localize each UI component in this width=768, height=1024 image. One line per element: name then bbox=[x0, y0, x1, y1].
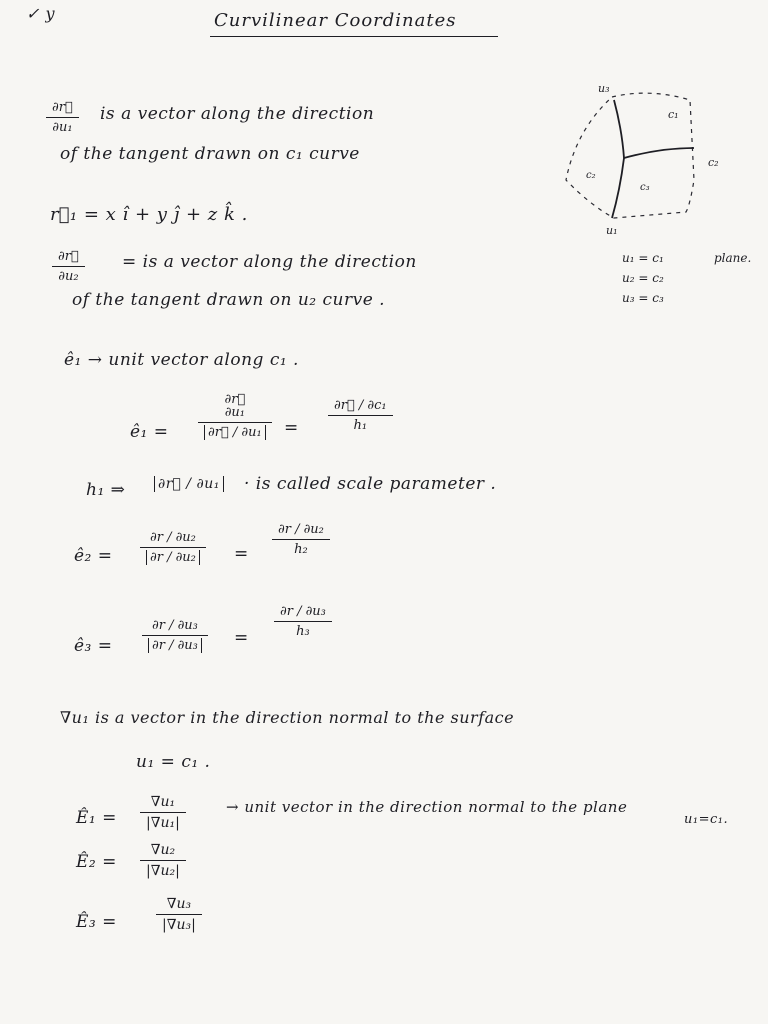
e1-lhs: ê₁ = bbox=[130, 422, 169, 442]
e3-lhs: ê₃ = bbox=[74, 636, 113, 656]
h1-lhs: h₁ ⇒ bbox=[86, 480, 126, 500]
scale-parameter-text: · is called scale parameter . bbox=[244, 474, 497, 494]
tangent-u2-description: = is a vector along the direction bbox=[122, 252, 417, 272]
e3-main-fraction: ∂r / ∂u₃ ∂r / ∂u₃ bbox=[142, 618, 208, 653]
page-title: Curvilinear Coordinates bbox=[214, 10, 457, 31]
unit-vector-definition: ê₁ → unit vector along c₁ . bbox=[64, 350, 299, 370]
label-c3-inner: c₃ bbox=[640, 182, 650, 193]
title-underline bbox=[210, 36, 498, 37]
e1-right-fraction: ∂r⃗ / ∂c₁ h₁ bbox=[328, 398, 393, 433]
plane-label: plane. bbox=[714, 251, 752, 265]
e1-abs-value: ∂r⃗ / ∂u₁ bbox=[204, 425, 266, 440]
label-c2-left: c₂ bbox=[586, 170, 596, 181]
u3-curve bbox=[612, 100, 624, 218]
label-u3: u₃ bbox=[598, 82, 610, 95]
condition-u1-c1: u₁ = c₁ bbox=[622, 251, 664, 265]
dr-du2-fraction: ∂r⃗ ∂u₂ bbox=[52, 249, 85, 284]
E1-description: → unit vector in the direction normal to the plane bbox=[226, 798, 628, 816]
corner-mark: ✓ y bbox=[26, 4, 56, 23]
tangent-u1-description: is a vector along the direction bbox=[100, 104, 375, 124]
e2-lhs: ê₂ = bbox=[74, 546, 113, 566]
e3-right-fraction: ∂r / ∂u₃ h₃ bbox=[274, 604, 332, 639]
position-vector-equation: r⃗₁ = x î + y ĵ + z k̂ . bbox=[50, 204, 248, 225]
e1-main-fraction: ∂r⃗ ∂u₁ ∂r⃗ / ∂u₁ bbox=[198, 392, 272, 440]
e3-equals: = bbox=[234, 628, 249, 648]
E3-fraction: ∇u₃ |∇u₃| bbox=[156, 896, 202, 933]
E1-fraction: ∇u₁ |∇u₁| bbox=[140, 794, 186, 831]
label-c1: c₁ bbox=[668, 108, 679, 121]
E1-lhs: Ê₁ = bbox=[76, 808, 117, 828]
gradient-normal-description: ∇u₁ is a vector in the direction normal to the surface bbox=[60, 708, 515, 727]
h1-abs-value: ∂r⃗ / ∂u₁ bbox=[154, 476, 224, 492]
plane-condition: u₁=c₁. bbox=[684, 812, 729, 827]
E2-fraction: ∇u₂ |∇u₂| bbox=[140, 842, 186, 879]
label-c2-right: c₂ bbox=[708, 156, 719, 169]
surface-condition: u₁ = c₁ . bbox=[136, 752, 211, 772]
e1-equals: = bbox=[284, 418, 299, 438]
condition-u2-c2: u₂ = c₂ bbox=[622, 271, 664, 285]
e2-equals: = bbox=[234, 544, 249, 564]
surface-outline bbox=[566, 93, 694, 218]
E3-lhs: Ê₃ = bbox=[76, 912, 117, 932]
dr-du1-fraction: ∂r⃗ ∂u₁ bbox=[46, 100, 79, 135]
e2-right-fraction: ∂r / ∂u₂ h₂ bbox=[272, 522, 330, 557]
tangent-c1-curve-line: of the tangent drawn on c₁ curve bbox=[60, 144, 360, 164]
label-u1: u₁ bbox=[606, 224, 618, 237]
e2-main-fraction: ∂r / ∂u₂ ∂r / ∂u₂ bbox=[140, 530, 206, 565]
E2-lhs: Ê₂ = bbox=[76, 852, 117, 872]
condition-u3-c3: u₃ = c₃ bbox=[622, 291, 664, 305]
u2-curve bbox=[624, 148, 694, 158]
tangent-u2-curve-line: of the tangent drawn on u₂ curve . bbox=[72, 290, 386, 310]
